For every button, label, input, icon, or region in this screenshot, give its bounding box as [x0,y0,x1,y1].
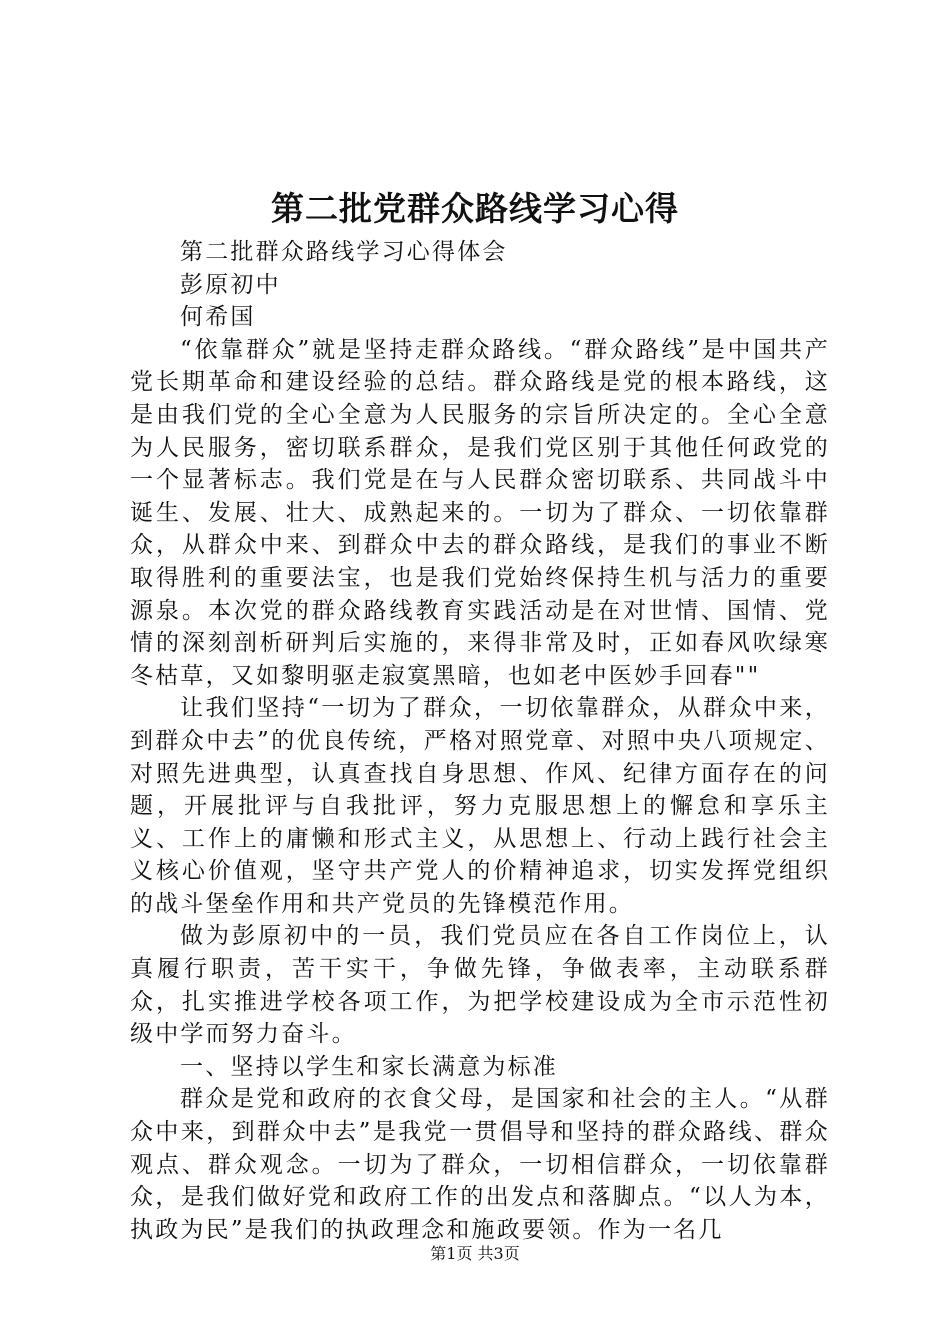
paragraph: 群众是党和政府的衣食父母，是国家和社会的主人。“从群众中来，到群众中去”是我党一贯倡导和坚持的群众路线、群众观点、群众观念。一切为了群众，一切相信群众，一切依靠群众，是我们做好党和政府工作的出发点和落脚点。“以人为本，执政为民”是我们的执政理念和施政要领。作为一名几 [130,1086,830,1243]
paragraph: 让我们坚持“一切为了群众，一切依靠群众，从群众中来，到群众中去”的优良传统，严格对照党章、对照中央八项规定、对照先进典型，认真查找自身思想、作风、纪律方面存在的问题，开展批评与自我批评，努力克服思想上的懈怠和享乐主义、工作上的庸懒和形式主义，从思想上、行动上践行社会主义核心价值观，坚守共产党人的价精神追求，切实发挥党组织的战斗堡垒作用和共产党员的先锋模范作用。 [130,695,830,917]
school-line: 彭原初中 [180,271,281,298]
author-line: 何希国 [180,304,256,331]
paragraph: “依靠群众”就是坚持走群众路线。“群众路线”是中国共产党长期革命和建设经验的总结。群众路线是党的根本路线，这是由我们党的全心全意为人民服务的宗旨所决定的。全心全意为人民服务，密切联系群众，是我们党区别于其他任何政党的一个显著标志。我们党是在与人民群众密切联系、共同战斗中诞生、发展、壮大、成熟起来的。一切为了群众、一切依靠群众，从群众中来、到群众中去的群众路线，是我们的事业不断取得胜利的重要法宝，也是我们党始终保持生机与活力的重要源泉。本次党的群众路线教育实践活动是在对世情、国情、党情的深刻剖析研判后实施的，来得非常及时，正如春风吹绿寒冬枯草，又如黎明驱走寂寞黑暗，也如老中医妙手回春"" [130,336,830,689]
subtitle-line: 第二批群众路线学习心得体会 [180,239,508,265]
page-footer: 第1页 共3页 [430,1244,520,1263]
document-title: 第二批党群众路线学习心得 [271,189,679,228]
paragraph: 做为彭原初中的一员，我们党员应在各自工作岗位上，认真履行职责，苦干实干，争做先锋，争做表率，主动联系群众，扎实推进学校各项工作，为把学校建设成为全市示范性初级中学而努力奋斗。 [130,923,830,1048]
section-heading: 一、坚持以学生和家长满意为标准 [180,1053,558,1080]
document-body [130,236,830,1246]
